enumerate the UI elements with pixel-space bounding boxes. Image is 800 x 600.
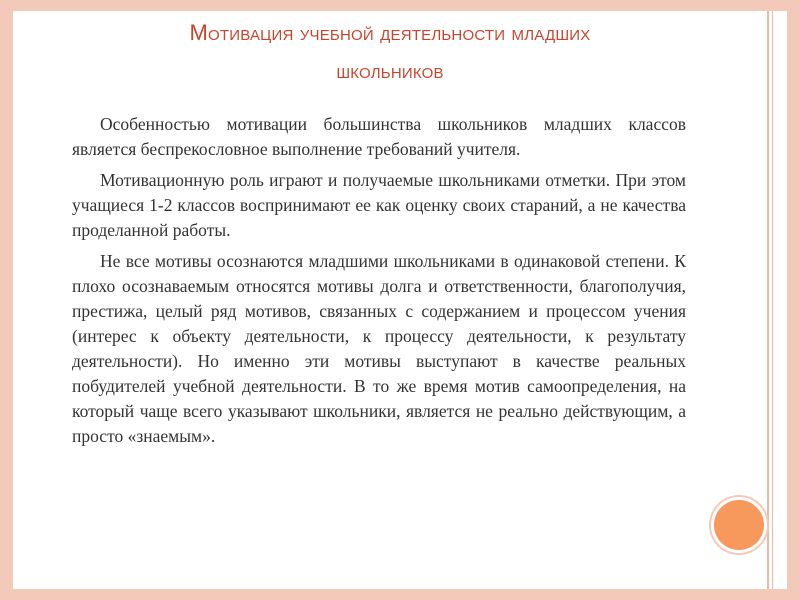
- decorative-vertical-line: [767, 11, 769, 589]
- slide-title-line-1: Мотивация учебной деятельности младших: [189, 20, 591, 45]
- paragraph-1: Особенностью мотивации большинства школьников младших классов является беспрекословное выполнение требований учителя.: [72, 114, 686, 159]
- decorative-circle: [711, 497, 767, 553]
- slide-border-bottom: [0, 589, 800, 600]
- decorative-vertical-line-thin: [772, 11, 773, 589]
- slide-border-right: [787, 0, 800, 600]
- slide-border-top: [0, 0, 800, 11]
- slide-title-line-2: школьников: [336, 58, 444, 83]
- slide-body: [72, 112, 686, 455]
- slide-border-left: [0, 0, 13, 600]
- paragraph-3: Не все мотивы осознаются младшими школьниками в одинаковой степени. К плохо осознаваемым относятся мотивы долга и ответственности, благополучия, престижа, целый ряд мотивов, связанных с содержанием и процессом учения (интерес к объекту деятельности, к процессу деятельности, к результату деятельности). Но именно эти мотивы выступают в качестве реальных побудителей учебной деятельности. В то же время мотив самоопределения, на который чаще всего указывают школьники, является не реально действующим, а просто «знаемым».: [72, 251, 686, 446]
- slide-title: [90, 16, 690, 88]
- paragraph-2: Мотивационную роль играют и получаемые школьниками отметки. При этом учащиеся 1-2 классов воспринимают ее как оценку своих стараний, а не качества проделанной работы.: [72, 170, 686, 240]
